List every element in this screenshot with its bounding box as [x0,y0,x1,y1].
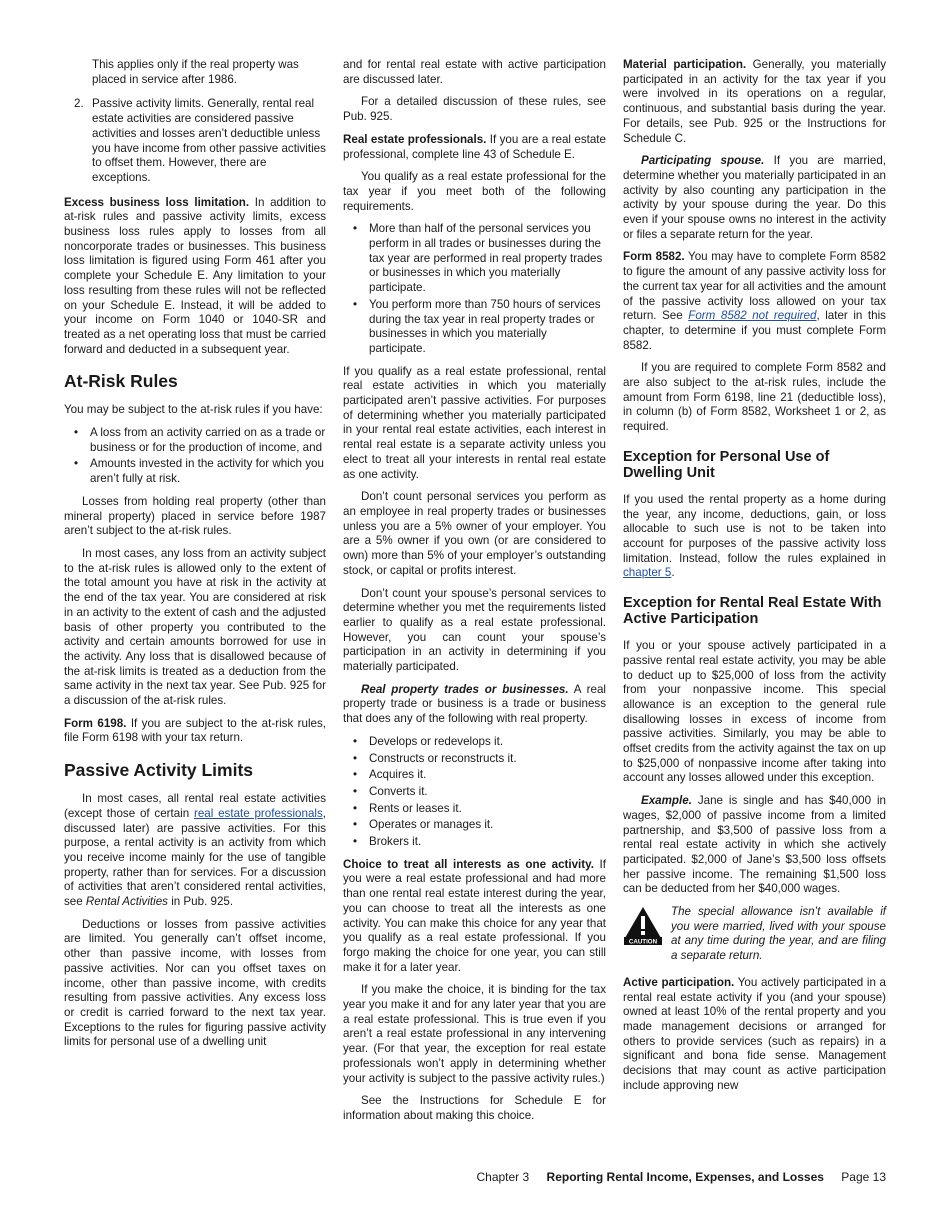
list-item: • Brokers it. [343,835,606,850]
column-left [64,58,326,1058]
list-number: 2. [74,97,84,111]
list-item: • You perform more than 750 hours of services during the tax year in real property trades or businesses in which you materially participate. [343,298,606,357]
paragraph: If you are required to complete Form 8582 and are also subject to the at-risk rules, include the amount from Form 6198, line 21 (deductible loss), in column (b) of Form 8582, Worksheet 1 or 2, as required. [623,361,886,434]
column-right [623,58,886,1101]
list-item-1-continuation: This applies only if the real property was placed in service after 1986. [92,58,299,86]
paragraph-active-participation: Active participation. You actively participated in a rental real estate activity if you (and your spouse) owned at least 10% of the rental property and you made management decisions or arranged for others to provide services (such as repairs) in a significant and bona fide sense. Management decisions that may count as active participation include approving new [623,975,887,1092]
list-item: • More than half of the personal services you perform in all trades or businesses during the tax year are performed in real property trades or businesses in which you materially participate. [343,222,606,296]
list-item: • A loss from an activity carried on as a trade or business or for the production of income, and [64,426,326,455]
list-item: • Amounts invested in the activity for which you aren’t fully at risk. [64,457,326,486]
paragraph: In most cases, all rental real estate activities (except those of certain real estate professionals, discussed later) are passive activities. For this purpose, a rental activity is an activity from which you receive income mainly for the use of tangible property, rather than for services. For a discussion of activities that aren’t considered rental activities, see Rental Activities in Pub. 925. [64,792,327,909]
paragraph: You qualify as a real estate professional for the tax year if you meet both of the following requirements. [343,170,606,213]
chapter-5-link[interactable]: chapter 5 [623,566,672,580]
paragraph-real-property-trades: Real property trades or businesses. A real property trade or business is a trade or business that does any of the following with real property. [343,682,607,726]
page-footer [462,1170,886,1184]
run-in-heading: Example. [641,794,692,808]
paragraph: and for rental real estate with active participation are discussed later. [343,58,606,86]
run-in-heading: Participating spouse. [641,154,765,168]
paragraph: In most cases, any loss from an activity subject to the at-risk rules is allowed only to the extent of the total amount you have at risk in the activity at the end of the tax year. You are considered at risk in an activity to the extent of cash and the adjusted basis of other property you contributed to the activity and certain amounts borrowed for use in the activity. Any loss that is disallowed because of the at-risk limits is treated as a deduction from the same activity in the next tax year. See Pub. 925 for a discussion of the at-risk rules. [64,546,326,708]
paragraph-excess-business-loss: Excess business loss limitation. In addition to at-risk rules and passive activity limits, excess business loss rules apply to losses from all noncorporate trades or businesses. This business loss limitation is figured using Form 461 after you complete your Schedule E. Any limitation to your loss resulting from these rules will not be reflected on your Schedule E. Instead, it will be added to your income on Form 1040 or 1040-SR and treated as a net operating loss that must be carried forward and deducted in a subsequent year. [64,195,326,356]
caution-note [623,905,886,964]
footer-page-number: Page 13 [841,1170,886,1184]
caution-icon [623,905,663,964]
run-in-heading: Active participation. [623,975,735,989]
paragraph: If you or your spouse actively participated in a passive rental real estate activity, you may be able to deduct up to $25,000 of loss from the activity from your nonpassive income. This special allowance is an exception to the general rule disallowing losses in excess of income from passive activities. Similarly, you may be able to offset credits from the activity against the tax on up to $25,000 of nonpassive income after taking into account any losses allowed under this exception. [623,639,886,785]
caution-label: CAUTION [628,938,658,946]
run-in-heading: Real estate professionals. [343,132,487,146]
run-in-heading: Form 6198. [64,716,127,730]
section-heading-at-risk: At-Risk Rules [64,371,178,392]
list-item: • Rents or leases it. [343,802,606,817]
paragraph: Don’t count personal services you perform as an employee in real property trades or businesses unless you are a 5% owner of your employer. You are a 5% owner if you own (or are considered to own) more than 5% of your employer’s outstanding stock, or capital or profits interest. [343,490,606,577]
paragraph: See the Instructions for Schedule E for information about making this choice. [343,1094,606,1122]
caution-text: The special allowance isn’t available if you were married, lived with your spouse at any time during the year, and are filing a separate return. [671,905,886,963]
run-in-heading: Real property trades or businesses. [361,682,569,696]
paragraph-real-estate-professionals: Real estate professionals. If you are a real estate professional, complete line 43 of Schedule E. [343,132,606,161]
list-item: • Acquires it. [343,768,606,783]
paragraph-form-6198: Form 6198. If you are subject to the at-risk rules, file Form 6198 with your tax return. [64,716,326,745]
paragraph: Deductions or losses from passive activities are limited. You generally can’t offset income, other than passive income, with losses from passive activities. Nor can you offset taxes on income, other than passive income, with credits resulting from passive activities. Any excess loss or credit is carried forward to the next tax year. Exceptions to the rules for figuring passive activity limits for personal use of a dwelling unit [64,917,326,1049]
list-item-2 [64,97,326,185]
form-8582-not-required-link[interactable]: Form 8582 not required [688,309,817,323]
paragraph: Don’t count your spouse’s personal services to determine whether you met the requirements listed earlier to qualify as a real estate professional. However, you can count your spouse’s participation in an activity in determining if you materially participated. [343,586,606,674]
paragraph: If you used the rental property as a home during the year, any income, deductions, gain, or loss allocable to such use is not to be taken into account for purposes of the passive activity loss limitation. Instead, follow the rules explained in chapter 5. [623,492,886,580]
paragraph: Losses from holding real property (other than mineral property) placed in service before 1987 aren’t subject to the at-risk rules. [64,494,326,538]
footer-chapter: Chapter 3 [476,1170,530,1184]
footer-title: Reporting Rental Income, Expenses, and Losses [546,1170,824,1184]
paragraph-participating-spouse: Participating spouse. If you are married, determine whether you materially participated in an activity by also counting any participation in the activity by your spouse during the year. Do this even if your spouse owns no interest in the activity or files a separate return for the year. [623,154,886,241]
paragraph-material-participation: Material participation. Generally, you materially participated in an activity for the tax year if you were involved in its operations on a regular, continuous, and substantial basis during the year. For details, see Pub. 925 or the Instructions for Schedule C. [623,58,886,145]
run-in-heading: Form 8582. [623,250,685,264]
paragraph: If you qualify as a real estate professional, rental real estate activities in which you materially participated aren’t passive activities. For purposes of determining whether you materially participated in your rental real estate activities, each interest in rental real estate is a separate activity unless you elect to treat all your interests in rental real estate as one activity. [343,364,606,481]
list-item: • Operates or manages it. [343,818,606,833]
paragraph: For a detailed discussion of these rules, see Pub. 925. [343,95,606,124]
real-estate-professionals-link[interactable]: real estate professionals [193,806,323,820]
bullet-list-trades [343,735,606,850]
list-item: • Constructs or reconstructs it. [343,752,606,767]
run-in-heading: Material participation. [623,58,747,71]
list-item: • Converts it. [343,785,606,800]
section-heading-rental-real-estate: Exception for Rental Real Estate With Active Participation [623,595,882,628]
bullet-list-at-risk [64,426,326,487]
run-in-heading: Choice to treat all interests as one activity. [343,857,594,871]
paragraph-choice: Choice to treat all interests as one activity. If you were a real estate professional and had more than one rental real estate interest during the year, you can choose to treat all the interests as one activity. You can make this choice for any year that you qualify as a real estate professional. If you forgo making the choice for one year, you can still make it for a later year. [343,857,606,974]
paragraph: You may be subject to the at-risk rules if you have: [64,403,323,417]
paragraph-form-8582: Form 8582. You may have to complete Form 8582 to figure the amount of any passive activity loss for the current tax year for all activities and the amount of the passive activity loss allowed on your tax return. See Form 8582 not required, later in this chapter, to determine if you must complete Form 8582. [623,250,887,352]
list-item-text: Passive activity limits. Generally, rental real estate activities are considered passive activities and losses aren’t deductible unless you have income from other passive activities to offset them. However, there are exceptions. [92,97,326,184]
list-item: • Develops or redevelops it. [343,735,606,750]
section-heading-personal-use: Exception for Personal Use of Dwelling Unit [623,448,830,481]
paragraph: If you make the choice, it is binding for the tax year you make it and for any later year that you are a real estate professional. This is true even if you aren’t a real estate professional in any intervening year. (For that year, the exception for real estate professionals won’t apply in determining whether your activity is subject to the passive activity rules.) [343,983,606,1085]
numbered-list [64,97,326,185]
section-heading-passive-activity: Passive Activity Limits [64,760,254,781]
paragraph-example: Example. Jane is single and has $40,000 in wages, $2,000 of passive income from a limited partnership, and $3,500 of passive loss from a rental real estate activity in which she actively participated. $2,000 of Jane’s $3,500 loss offsets her passive income. The remaining $1,500 loss can be deducted from her $40,000 wages. [623,794,886,896]
column-middle [343,58,606,1132]
bullet-list-requirements [343,222,606,356]
run-in-heading: Excess business loss limitation. [64,195,250,209]
